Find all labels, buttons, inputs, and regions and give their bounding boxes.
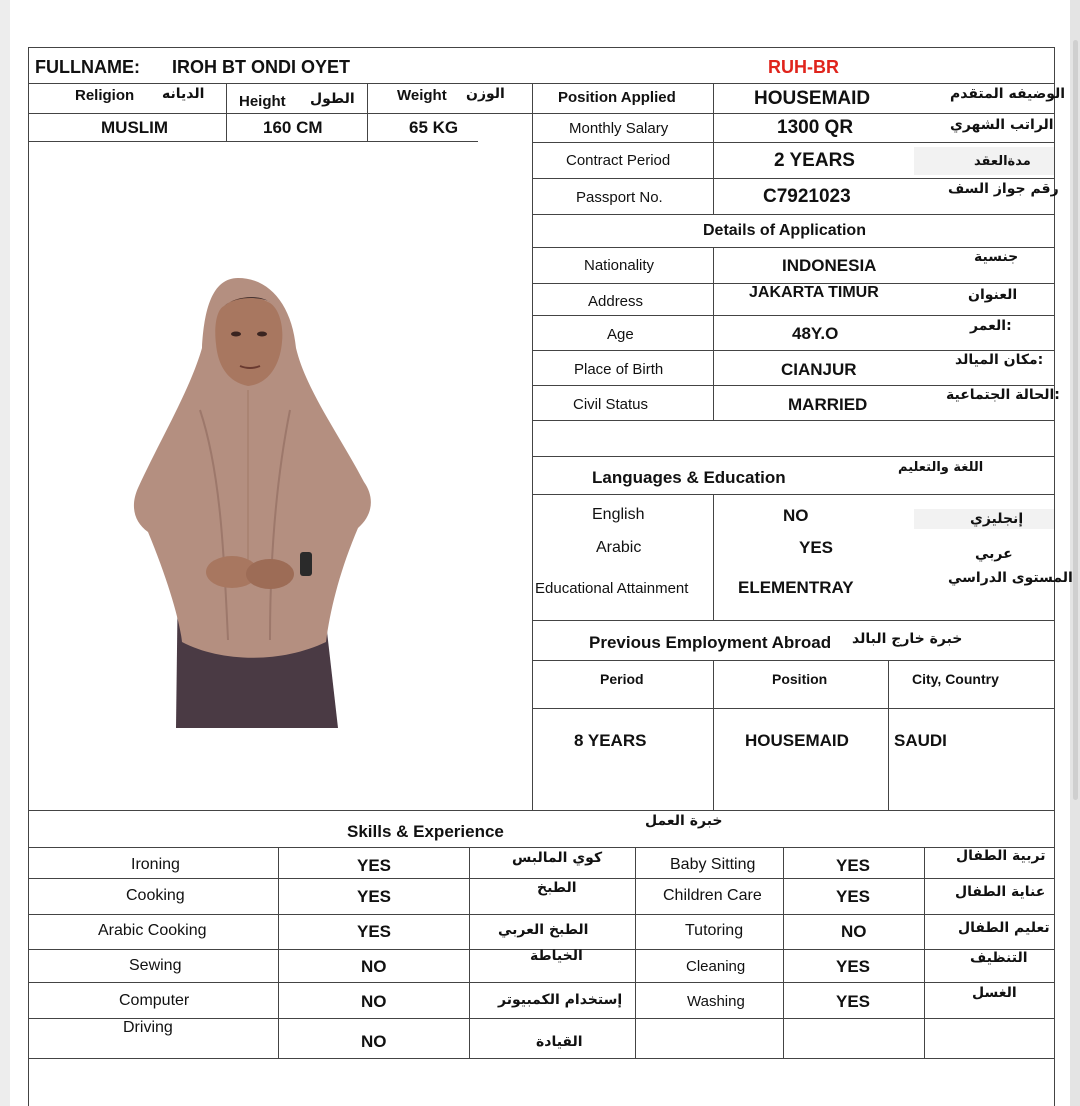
skill-left-label: Cooking [126, 887, 185, 904]
skill-left-label: Driving [123, 1019, 173, 1036]
position-label: Position Applied [558, 89, 676, 106]
scrollbar-thumb[interactable] [1073, 40, 1078, 800]
skill-right-ar: عناية الطفال [955, 884, 1046, 900]
salary-label: Monthly Salary [569, 120, 669, 137]
nationality-label-ar: جنسية [974, 249, 1019, 265]
skill-right-ar: تربية الطفال [956, 848, 1046, 864]
fullname-value: IROH BT ONDI OYET [172, 57, 351, 77]
birth-label-ar: مكان الميالد: [955, 352, 1044, 368]
languages-title: Languages & Education [592, 468, 786, 487]
employment-title: Previous Employment Abroad [589, 633, 832, 652]
skill-left-ar: الطبخ العربي [498, 922, 589, 938]
photo-watch [300, 552, 312, 576]
skills-title: Skills & Experience [347, 822, 504, 841]
height-label-ar: الطول [310, 91, 355, 107]
skill-left-label: Sewing [129, 957, 182, 974]
religion-value: MUSLIM [101, 118, 169, 137]
skill-right-label: Children Care [663, 887, 762, 904]
applicant-photo [120, 270, 380, 732]
skill-left-value: YES [357, 887, 392, 906]
languages-title-ar: اللغة والتعليم [898, 460, 984, 475]
employment-col-city: City, Country [912, 671, 999, 687]
skill-right-value: YES [836, 992, 871, 1011]
arabic-label-ar: عربي [975, 546, 1013, 562]
skill-right-value: YES [836, 856, 871, 875]
religion-label: Religion [75, 87, 135, 104]
skill-right-ar: تعليم الطفال [958, 920, 1050, 936]
education-label: Educational Attainment [535, 580, 689, 597]
skill-right-ar: التنظيف [970, 950, 1028, 966]
skill-left-ar: إستخدام الكمبيوتر [498, 992, 623, 1008]
employment-city: SAUDI [894, 731, 947, 750]
skill-left-value: NO [361, 992, 387, 1011]
education-value: ELEMENTRAY [738, 578, 854, 597]
english-label-ar: إنجليزي [970, 511, 1024, 527]
nationality-value: INDONESIA [782, 256, 877, 275]
position-label-ar: الوضيفه المتقدم [950, 86, 1066, 102]
skill-right-label: Cleaning [686, 958, 746, 975]
birth-value: CIANJUR [781, 360, 857, 379]
skill-right-value: NO [841, 922, 867, 941]
address-value: JAKARTA TIMUR [749, 284, 879, 301]
skill-right-label: Washing [687, 993, 745, 1010]
skill-right-ar: الغسل [972, 985, 1017, 1001]
skill-right-label: Baby Sitting [670, 856, 756, 873]
contract-value: 2 YEARS [774, 150, 855, 171]
passport-label-ar: رقم جواز السف [948, 181, 1059, 197]
address-label: Address [588, 293, 644, 310]
height-label: Height [239, 93, 286, 110]
passport-label: Passport No. [576, 189, 663, 206]
skill-right-value: YES [836, 957, 871, 976]
employment-period: 8 YEARS [574, 731, 647, 750]
skill-left-ar: الخياطة [530, 948, 583, 964]
passport-value: C7921023 [763, 186, 851, 207]
details-title: Details of Application [703, 222, 866, 239]
reference-code: RUH-BR [768, 57, 839, 77]
employment-col-period: Period [600, 671, 644, 687]
arabic-label: Arabic [596, 539, 642, 556]
age-label: Age [607, 326, 634, 343]
weight-value: 65 KG [409, 118, 459, 137]
skill-left-value: NO [361, 957, 387, 976]
english-label: English [592, 506, 645, 523]
position-value: HOUSEMAID [754, 88, 871, 109]
english-value: NO [783, 506, 809, 525]
employment-position: HOUSEMAID [745, 731, 849, 750]
employment-col-position: Position [772, 671, 828, 687]
nationality-label: Nationality [584, 257, 655, 274]
weight-label: Weight [397, 87, 447, 104]
skill-left-label: Computer [119, 992, 190, 1009]
skill-left-label: Arabic Cooking [98, 922, 207, 939]
skill-left-value: NO [361, 1032, 387, 1051]
skill-right-label: Tutoring [685, 922, 744, 939]
skills-title-ar: خبرة العمل [645, 813, 723, 829]
civil-label-ar: الحالة الجتماعية: [946, 387, 1060, 403]
religion-label-ar: الديانه [162, 86, 205, 102]
skill-left-ar: الطبخ [537, 880, 577, 896]
salary-value: 1300 QR [777, 117, 854, 138]
weight-label-ar: الوزن [466, 86, 505, 102]
address-label-ar: العنوان [968, 287, 1018, 303]
skill-right-value: YES [836, 887, 871, 906]
fullname-label: FULLNAME: [35, 57, 140, 77]
contract-label: Contract Period [566, 152, 671, 169]
height-value: 160 CM [263, 118, 323, 137]
contract-label-ar: مدةالعقد [974, 154, 1031, 169]
salary-label-ar: الراتب الشهري [950, 117, 1054, 133]
employment-title-ar: خبرة خارج البالد [852, 631, 963, 647]
photo-hand-right [246, 559, 294, 589]
civil-value: MARRIED [788, 395, 868, 414]
skill-left-ar: القيادة [536, 1034, 583, 1050]
arabic-value: YES [799, 538, 834, 557]
birth-label: Place of Birth [574, 361, 664, 378]
age-label-ar: العمر: [970, 318, 1012, 334]
age-value: 48Y.O [792, 324, 839, 343]
education-label-ar: المستوى الدراسي [948, 570, 1073, 586]
skill-left-value: YES [357, 856, 392, 875]
skill-left-label: Ironing [131, 856, 180, 873]
civil-label: Civil Status [573, 396, 649, 413]
skill-left-value: YES [357, 922, 392, 941]
skill-left-ar: كوي المالبس [512, 850, 603, 866]
